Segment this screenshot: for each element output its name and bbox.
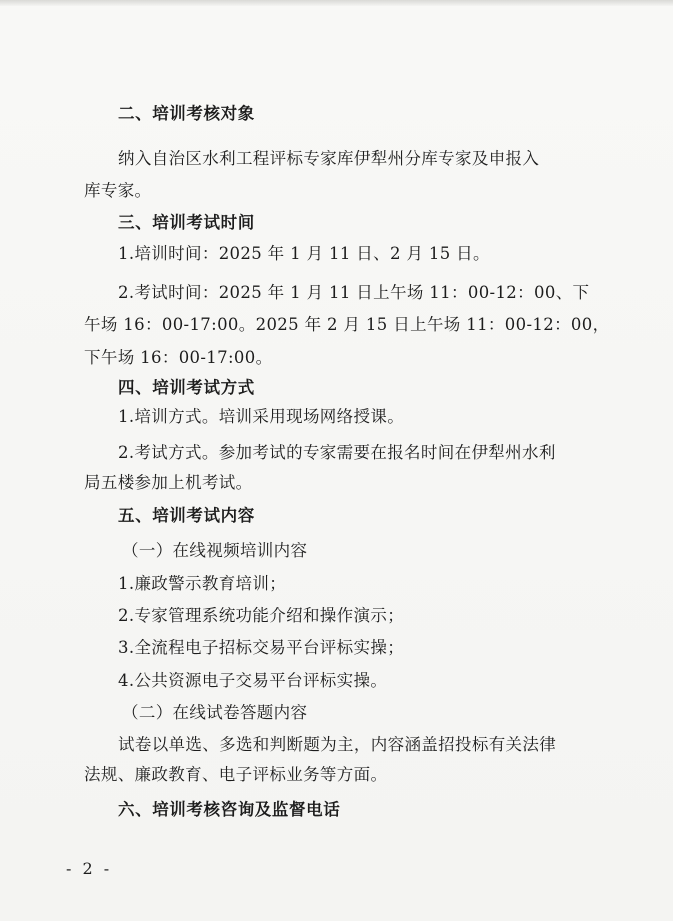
section-4-item-2-line-2: 局五楼参加上机考试。: [84, 473, 253, 492]
section-5-sub-1-item-4: 4.公共资源电子交易平台评标实操。: [118, 671, 388, 690]
section-2-paragraph-line-1: 纳入自治区水利工程评标专家库伊犁州分库专家及申报入: [118, 149, 540, 168]
section-2-paragraph-line-2: 库专家。: [84, 181, 152, 200]
section-3-item-1: 1.培训时间：2025 年 1 月 11 日、2 月 15 日。: [118, 244, 490, 263]
section-4-item-1: 1.培训方式。培训采用现场网络授课。: [118, 407, 405, 426]
section-4-item-2-line-1: 2.考试方式。参加考试的专家需要在报名时间在伊犁州水利: [118, 443, 556, 462]
section-5-subsection-2-title: （二）在线试卷答题内容: [122, 703, 308, 722]
section-5-subsection-1-title: （一）在线视频培训内容: [122, 541, 308, 560]
section-5-sub-1-item-1: 1.廉政警示教育培训；: [118, 574, 287, 593]
section-5-sub-2-paragraph-line-1: 试卷以单选、多选和判断题为主，内容涵盖招投标有关法律: [118, 735, 557, 754]
section-5-sub-1-item-2: 2.专家管理系统功能介绍和操作演示；: [118, 606, 405, 625]
section-3-item-2-line-2: 午场 16：00-17:00。2025 年 2 月 15 日上午场 11：00-12：00，: [84, 315, 610, 334]
section-2-title: 二、培训考核对象: [118, 104, 255, 123]
section-5-title: 五、培训考试内容: [118, 506, 255, 525]
section-4-title: 四、培训考试方式: [118, 378, 255, 397]
scan-edge: [0, 0, 673, 6]
section-3-item-2-line-1: 2.考试时间：2025 年 1 月 11 日上午场 11：00-12：00、下: [118, 283, 590, 302]
section-5-sub-2-paragraph-line-2: 法规、廉政教育、电子评标业务等方面。: [84, 765, 388, 784]
section-6-title: 六、培训考核咨询及监督电话: [118, 800, 341, 819]
section-3-title: 三、培训考试时间: [118, 213, 255, 232]
section-3-item-2-line-3: 下午场 16：00-17:00。: [84, 348, 273, 367]
page-number: - 2 -: [66, 859, 113, 878]
section-5-sub-1-item-3: 3.全流程电子招标交易平台评标实操；: [118, 638, 405, 657]
